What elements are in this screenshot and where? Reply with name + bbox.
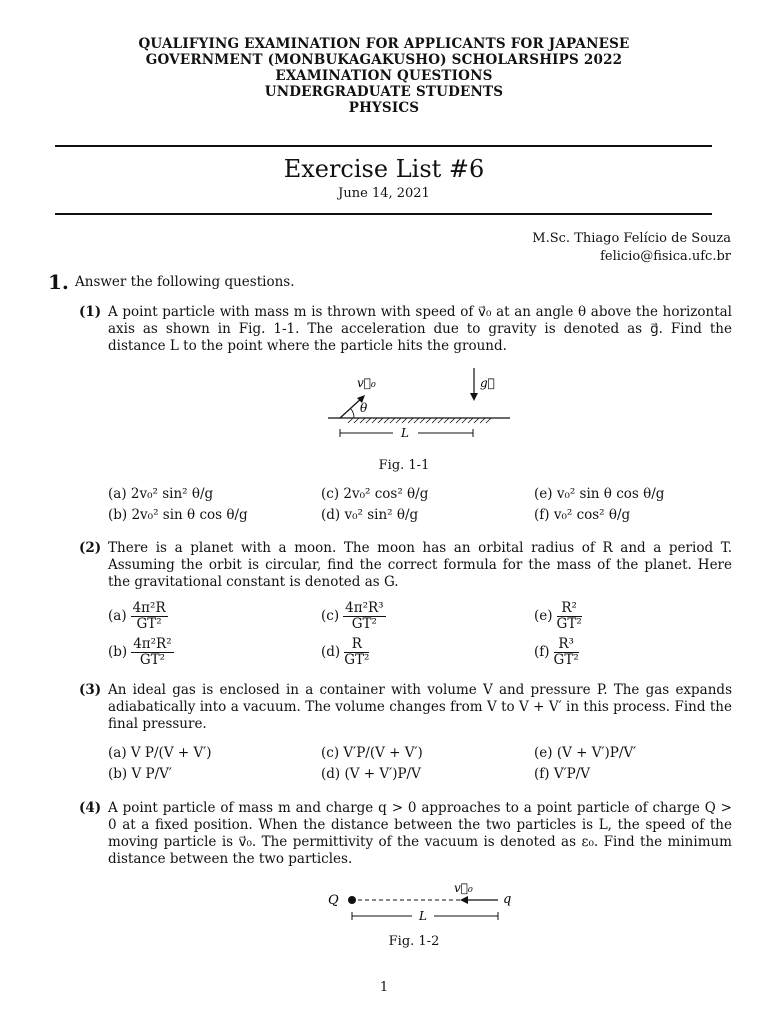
fig2-q-label: q: [503, 892, 512, 907]
problem-4-text: A point particle of mass m and charge q > 0 approaches to a point particle of charge Q > 0 at a fixed position. When the distance between the two particles is L, the speed of the moving particle is v⃗₀. The permittivity of the vacuum is denoted as ε₀. Find the minimum distance between the two particles.: [108, 800, 732, 867]
p2-option-f-label: (f): [534, 644, 550, 660]
figure-1-2-caption: Fig. 1-2: [388, 934, 440, 949]
moving-velocity-arrowhead: [460, 896, 468, 904]
p3-option-c: (c) V′P/(V + V′): [321, 745, 423, 761]
p2-option-e-num: R²: [557, 601, 582, 617]
author-name: M.Sc. Thiago Felício de Souza: [532, 231, 731, 246]
p2-option-c-label: (c): [321, 608, 340, 624]
top-rule: [55, 145, 712, 147]
page-number: 1: [379, 980, 389, 995]
p1-option-a: (a) 2v₀² sin² θ/g: [108, 486, 214, 502]
fig2-v0-label: v⃗₀: [454, 881, 473, 895]
p2-option-a: [108, 601, 168, 632]
p2-option-d-den: GT²: [344, 652, 370, 668]
author-email: felicio@fisica.ufc.br: [600, 249, 731, 264]
p1-option-e: (e) v₀² sin θ cos θ/g: [534, 486, 665, 502]
header-line-2: GOVERNMENT (MONBUKAGAKUSHO) SCHOLARSHIPS 2022: [145, 52, 623, 68]
header-line-3: EXAMINATION QUESTIONS: [275, 68, 493, 84]
p2-option-a-num: 4π²R: [132, 600, 166, 616]
exercise-date: June 14, 2021: [338, 186, 430, 201]
problem-3-text: An ideal gas is enclosed in a container with volume V and pressure P. The gas expands adiabatically into a vacuum. The volume changes from V to V + V′ in this process. Find the final pressure.: [108, 682, 732, 732]
ground-hatching: [348, 418, 491, 423]
p1-option-f: (f) v₀² cos² θ/g: [534, 507, 631, 523]
p2-option-e: [534, 601, 582, 632]
p2-option-d: [321, 637, 369, 668]
p2-option-f-den: GT²: [553, 652, 579, 668]
fig1-v0-label: v⃗₀: [357, 376, 376, 390]
p3-option-b: (b) V P/V′: [108, 766, 172, 782]
p2-option-d-label: (d): [321, 644, 341, 660]
p3-option-a: (a) V P/(V + V′): [108, 745, 212, 761]
figure-1-1-caption: Fig. 1-1: [378, 458, 430, 473]
p2-option-c-num: 4π²R³: [345, 600, 384, 616]
p2-option-d-num: R: [344, 637, 369, 653]
exercise-title: Exercise List #6: [283, 155, 485, 183]
p2-option-e-label: (e): [534, 608, 553, 624]
problem-2-text: There is a planet with a moon. The moon has an orbital radius of R and a period T. Assuming the orbit is circular, find the correct formula for the mass of the planet. Here the gravitational constant is denoted as G.: [108, 540, 732, 590]
p2-option-a-den: GT²: [136, 616, 162, 632]
p2-option-b: [108, 637, 174, 668]
fig2-Q-label: Q: [328, 893, 339, 908]
fig1-L-label: L: [401, 426, 409, 440]
fixed-charge: [348, 896, 356, 904]
p3-option-d: (d) (V + V′)P/V: [321, 766, 421, 782]
p2-option-f-num: R³: [554, 637, 579, 653]
p2-option-b-num: 4π²R²: [133, 636, 172, 652]
angle-arc: [351, 409, 354, 418]
p2-option-c-den: GT²: [351, 616, 377, 632]
header-line-1: QUALIFYING EXAMINATION FOR APPLICANTS FOR JAPANESE: [138, 36, 630, 52]
problem-4-number: (4): [79, 800, 102, 816]
author-block: [532, 230, 731, 266]
fig2-L-label: L: [419, 909, 427, 923]
p3-option-e: (e) (V + V′)P/V′: [534, 745, 637, 761]
p2-option-c: [321, 601, 386, 632]
p3-option-f: (f) V′P/V: [534, 766, 591, 782]
question-number: 1.: [48, 270, 69, 294]
p1-option-c: (c) 2v₀² cos² θ/g: [321, 486, 429, 502]
gravity-arrowhead: [470, 393, 478, 401]
problem-3-number: (3): [79, 682, 102, 698]
p2-option-a-label: (a): [108, 608, 127, 624]
header-line-5: PHYSICS: [348, 100, 420, 116]
p2-option-e-den: GT²: [556, 616, 582, 632]
figure-1-2: [320, 878, 520, 928]
fig1-g-label: g⃗: [480, 376, 495, 390]
problem-2-number: (2): [79, 540, 102, 556]
p2-option-b-den: GT²: [139, 652, 166, 668]
p1-option-d: (d) v₀² sin² θ/g: [321, 507, 419, 523]
p2-option-f: [534, 637, 579, 668]
problem-1-number: (1): [79, 304, 102, 320]
problem-1-text: A point particle with mass m is thrown with speed of v⃗₀ at an angle θ above the horizontal axis as shown in Fig. 1-1. The acceleration due to gravity is denoted as g⃗. Find the distance L to the point where the particle hits the ground.: [108, 304, 732, 354]
p2-option-b-label: (b): [108, 644, 128, 660]
question-text: Answer the following questions.: [75, 274, 295, 290]
header-line-4: UNDERGRADUATE STUDENTS: [264, 84, 504, 100]
p1-option-b: (b) 2v₀² sin θ cos θ/g: [108, 507, 248, 523]
fig1-theta-label: θ: [360, 401, 368, 415]
figure-1-1: [320, 365, 520, 450]
bottom-rule: [55, 213, 712, 215]
exam-header: [0, 36, 768, 116]
